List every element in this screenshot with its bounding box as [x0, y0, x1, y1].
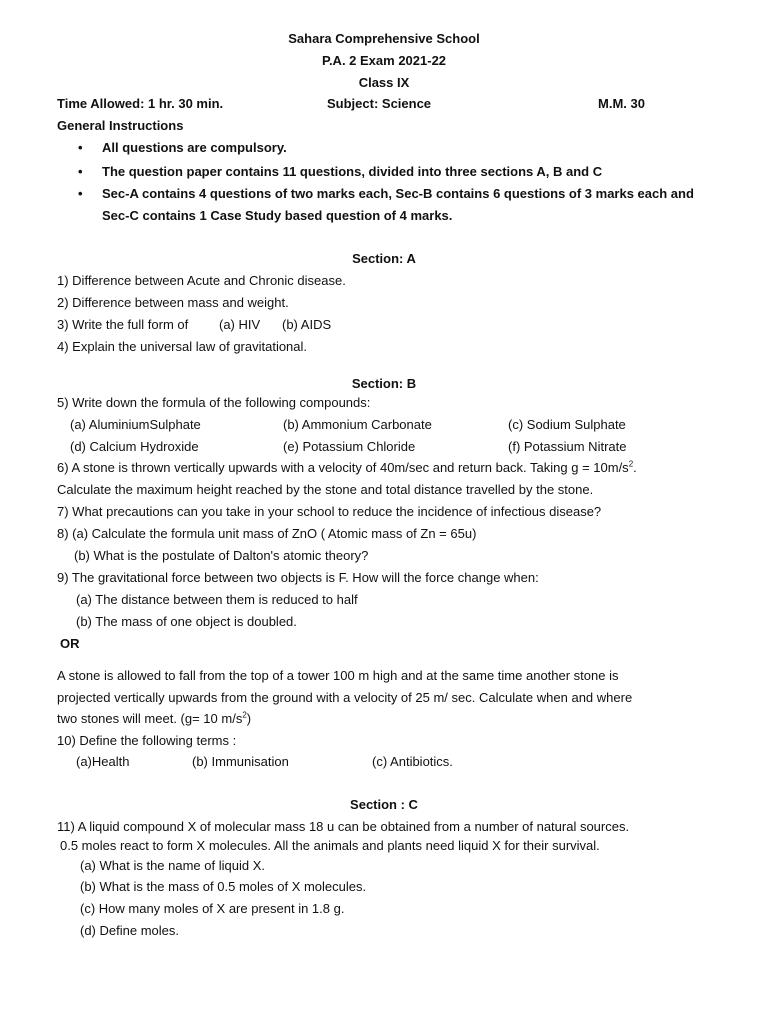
question-9-alternate-text: two stones will meet. (g= 10 m/s — [57, 711, 243, 726]
question-11-continued: 0.5 moles react to form X molecules. All the animals and plants need liquid X for their survival. — [60, 838, 600, 853]
section-c-heading: Section : C — [350, 797, 418, 812]
time-allowed: Time Allowed: 1 hr. 30 min. — [57, 96, 224, 111]
question-6-text: 6) A stone is thrown vertically upwards with a velocity of 40m/sec and return back. Taking g = 10m/s — [57, 460, 629, 475]
section-b-heading: Section: B — [351, 376, 417, 391]
question-3-option-b: (b) AIDS — [282, 317, 332, 332]
question-10: 10) Define the following terms : — [57, 733, 237, 748]
max-marks: M.M. 30 — [598, 96, 645, 111]
question-5: 5) Write down the formula of the following compounds: — [57, 395, 371, 410]
superscript: 2 — [242, 710, 247, 720]
question-11: 11) A liquid compound X of molecular mass 18 u can be obtained from a number of natural sources. — [57, 819, 630, 834]
school-name: Sahara Comprehensive School — [288, 31, 480, 46]
instruction-item-continued: Sec-C contains 1 Case Study based question of 4 marks. — [102, 208, 453, 223]
question-6-period: . — [633, 460, 637, 475]
question-10-option: (c) Antibiotics. — [372, 754, 453, 769]
question-5-option: (b) Ammonium Carbonate — [283, 417, 432, 432]
question-5-option: (d) Calcium Hydroxide — [70, 439, 199, 454]
or-label: OR — [60, 636, 80, 651]
question-8a: 8) (a) Calculate the formula unit mass of ZnO ( Atomic mass of Zn = 65u) — [57, 526, 477, 541]
question-11-part: (a) What is the name of liquid X. — [80, 858, 265, 873]
subject-label: Subject: Science — [327, 96, 432, 111]
question-2: 2) Difference between mass and weight. — [57, 295, 289, 310]
question-6 — [57, 459, 637, 477]
question-10-option: (a)Health — [76, 754, 130, 769]
instruction-item: • All questions are compulsory. — [102, 139, 287, 157]
class-label: Class IX — [358, 75, 410, 90]
question-5-option: (f) Potassium Nitrate — [508, 439, 627, 454]
question-10-option: (b) Immunisation — [192, 754, 289, 769]
question-9-part-b: (b) The mass of one object is doubled. — [76, 614, 297, 629]
question-8b: (b) What is the postulate of Dalton's atomic theory? — [74, 548, 369, 563]
instruction-item: • Sec-A contains 4 questions of two marks each, Sec-B contains 6 questions of 3 marks each and — [102, 185, 694, 203]
question-9: 9) The gravitational force between two objects is F. How will the force change when: — [57, 570, 539, 585]
instruction-item: • The question paper contains 11 questions, divided into three sections A, B and C — [102, 163, 602, 181]
question-3-option-a: (a) HIV — [219, 317, 261, 332]
question-5-option: (e) Potassium Chloride — [283, 439, 416, 454]
question-7: 7) What precautions can you take in your school to reduce the incidence of infectious disease? — [57, 504, 602, 519]
question-9-part-a: (a) The distance between them is reduced to half — [76, 592, 358, 607]
question-9-alternate — [57, 710, 251, 728]
question-11-part: (b) What is the mass of 0.5 moles of X molecules. — [80, 879, 367, 894]
superscript: 2 — [628, 459, 634, 469]
question-5-option: (c) Sodium Sulphate — [508, 417, 626, 432]
question-1: 1) Difference between Acute and Chronic disease. — [57, 273, 346, 288]
question-4: 4) Explain the universal law of gravitational. — [57, 339, 308, 354]
question-3: 3) Write the full form of — [57, 317, 189, 332]
question-11-part: (c) How many moles of X are present in 1.8 g. — [80, 901, 345, 916]
question-9-alternate: A stone is allowed to fall from the top of a tower 100 m high and at the same time another stone is — [57, 668, 619, 683]
question-9-alternate-paren: ) — [246, 711, 252, 726]
section-a-heading: Section: A — [352, 251, 416, 266]
question-11-part: (d) Define moles. — [80, 923, 179, 938]
question-5-option: (a) AluminiumSulphate — [70, 417, 201, 432]
question-9-alternate: projected vertically upwards from the ground with a velocity of 25 m/ sec. Calculate when and where — [57, 690, 633, 705]
exam-title: P.A. 2 Exam 2021-22 — [321, 53, 447, 68]
question-6-continued: Calculate the maximum height reached by the stone and total distance travelled by the stone. — [57, 482, 594, 497]
instructions-heading: General Instructions — [57, 118, 184, 133]
